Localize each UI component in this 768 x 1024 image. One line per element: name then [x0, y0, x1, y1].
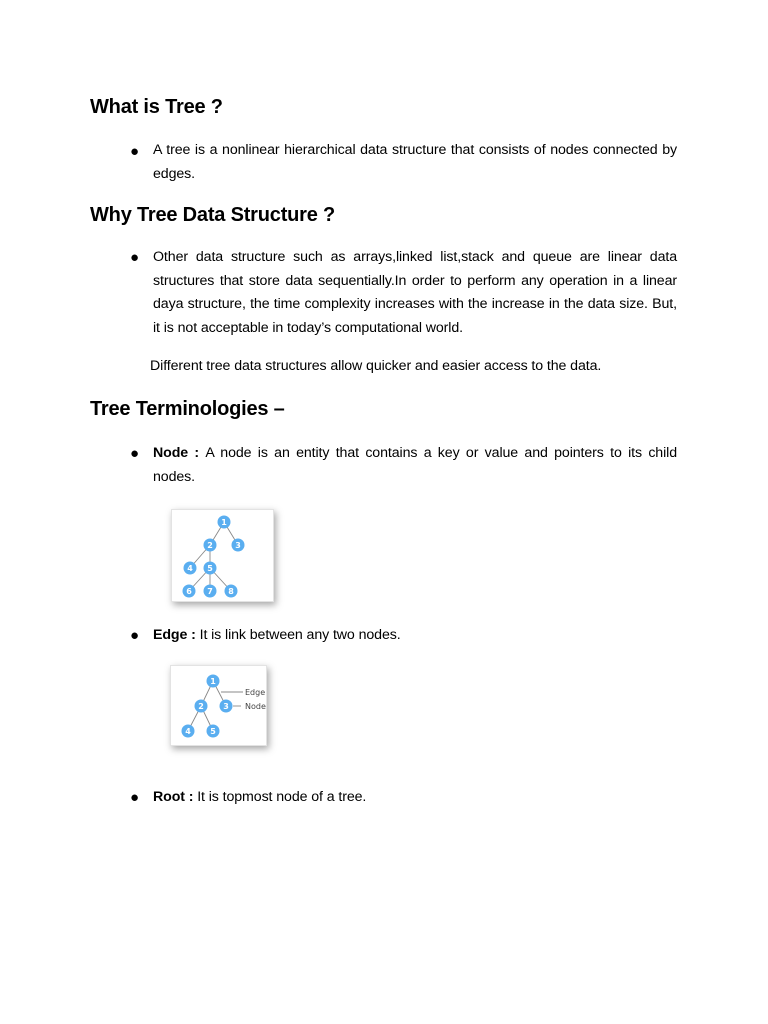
svg-text:3: 3: [235, 541, 241, 550]
svg-text:7: 7: [207, 587, 213, 596]
tree-node: [195, 700, 208, 713]
tree-edge-diagram: [170, 665, 267, 746]
tree-node: [220, 700, 233, 713]
tree-node-diagram: [171, 509, 274, 602]
tree-node: [182, 725, 195, 738]
bullet-marker: ●: [130, 445, 140, 462]
bullet-marker: ●: [130, 249, 140, 266]
svg-text:1: 1: [210, 677, 216, 686]
term-node-item: [153, 442, 677, 489]
tree-node: [207, 675, 220, 688]
edge-label: Edge: [245, 688, 266, 697]
term-node-text: A node is an entity that contains a key or value and pointers to its child nodes.: [153, 445, 677, 485]
svg-text:3: 3: [223, 702, 229, 711]
node-label: Node: [245, 702, 266, 711]
bullet-marker: ●: [130, 789, 140, 806]
svg-text:4: 4: [187, 564, 193, 573]
definition-paragraph: A tree is a nonlinear hierarchical data structure that consists of nodes connected by edges.: [153, 142, 677, 182]
bullet-marker: ●: [130, 143, 140, 160]
tree-node: [218, 516, 231, 529]
term-root-label: Root: [153, 789, 185, 805]
tree-node: [183, 585, 196, 598]
tree-node: [204, 585, 217, 598]
bullet-marker: ●: [130, 627, 140, 644]
term-root-item: [153, 786, 677, 810]
svg-text:2: 2: [198, 702, 204, 711]
term-edge-label: Edge: [153, 627, 188, 643]
tree-node: [204, 562, 217, 575]
svg-text:8: 8: [228, 587, 234, 596]
note-paragraph: Different tree data structures allow quicker and easier access to the data.: [150, 358, 602, 374]
svg-text:4: 4: [185, 727, 191, 736]
tree-node: [207, 725, 220, 738]
why-paragraph: Other data structure such as arrays,linked list,stack and queue are linear data structures that store data sequentially.In order to perform any operation in a linear daya structure, the time complexity increases with the increase in the data size. But, it is not acceptable in today’s computational world.: [153, 249, 677, 336]
tree-node: [184, 562, 197, 575]
term-edge-text: It is link between any two nodes.: [199, 627, 401, 643]
svg-text:6: 6: [186, 587, 192, 596]
svg-text:5: 5: [207, 564, 213, 573]
term-separator: :: [188, 445, 206, 461]
term-root-text: It is topmost node of a tree.: [197, 789, 367, 805]
tree-node: [225, 585, 238, 598]
tree-node: [232, 539, 245, 552]
term-separator: :: [184, 789, 198, 805]
svg-text:2: 2: [207, 541, 213, 550]
term-separator: :: [187, 627, 200, 643]
term-edge-item: [153, 624, 677, 648]
term-node-label: Node: [153, 445, 189, 461]
heading-why-tree: Why Tree Data Structure ?: [90, 204, 336, 226]
svg-text:5: 5: [210, 727, 216, 736]
heading-what-is-tree: What is Tree ?: [90, 96, 223, 118]
svg-text:1: 1: [221, 518, 227, 527]
heading-tree-terminologies: Tree Terminologies –: [90, 398, 285, 420]
tree-node: [204, 539, 217, 552]
